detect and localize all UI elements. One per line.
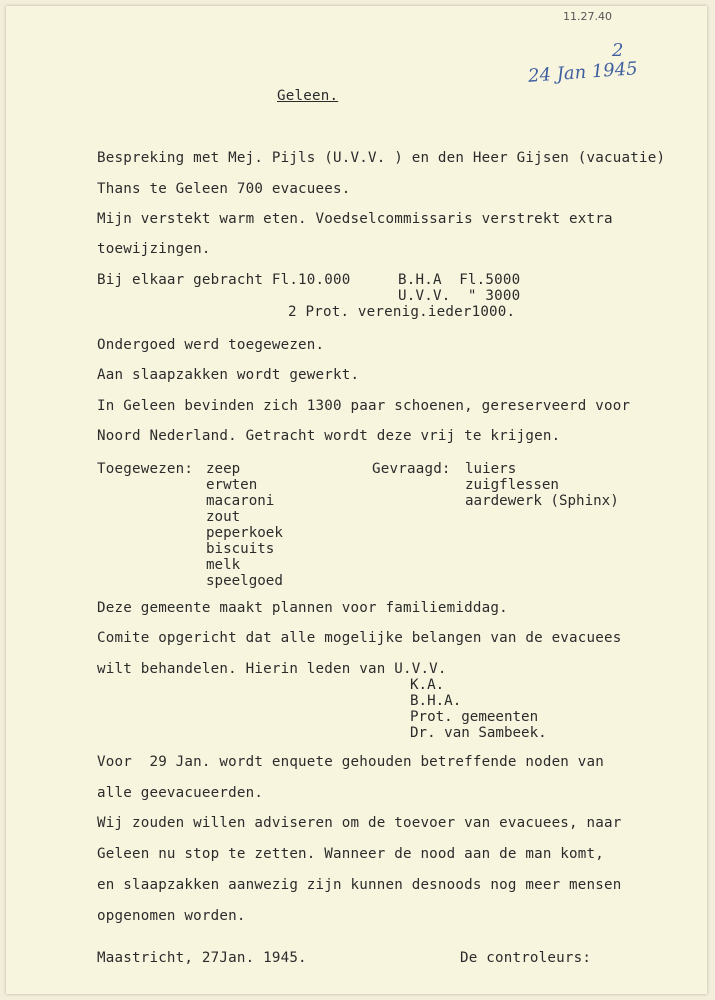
funds-bha: B.H.A Fl.5000 (398, 272, 521, 288)
gevraagd-list (465, 461, 619, 509)
text-line: Voor 29 Jan. wordt enquete gehouden betreffende noden van (97, 754, 605, 770)
page-number: 2 (612, 40, 624, 61)
document-title: Geleen. (277, 88, 339, 104)
text-line: Thans te Geleen 700 evacuees. (97, 181, 351, 197)
text-line: Aan slaapzakken wordt gewerkt. (97, 367, 360, 383)
list-item: zuigflessen (465, 477, 559, 493)
list-item: erwten (206, 477, 258, 493)
funds-total: Bij elkaar gebracht Fl.10.000 (97, 272, 351, 288)
handwritten-date: 24 Jan 1945 (527, 58, 639, 87)
list-item: biscuits (206, 541, 275, 557)
text-line: Bespreking met Mej. Pijls (U.V.V. ) en den Heer Gijsen (vacuatie) (97, 150, 666, 166)
list-item: Prot. gemeenten (410, 709, 539, 725)
signoff: De controleurs: (460, 950, 592, 966)
text-line: en slaapzakken aanwezig zijn kunnen desnoods nog meer mensen (97, 877, 622, 893)
text-line: Ondergoed werd toegewezen. (97, 337, 325, 353)
funds-prot: 2 Prot. verenig.ieder1000. (288, 304, 516, 320)
list-item: macaroni (206, 493, 275, 509)
list-item: melk (206, 557, 241, 573)
committee-members (410, 677, 547, 741)
list-item: B.H.A. (410, 693, 462, 709)
text-line: Geleen nu stop te zetten. Wanneer de nood aan de man komt, (97, 846, 605, 862)
place-date: Maastricht, 27Jan. 1945. (97, 950, 307, 966)
gevraagd-label: Gevraagd: (372, 461, 451, 477)
text-line: opgenomen worden. (97, 908, 246, 924)
text-line: alle geevacueerden. (97, 785, 264, 801)
archive-reference: 11.27.40 (563, 10, 612, 23)
text-line: Noord Nederland. Getracht wordt deze vrij te krijgen. (97, 428, 561, 444)
text-line: Wij zouden willen adviseren om de toevoer van evacuees, naar (97, 815, 622, 831)
toegewezen-label: Toegewezen: (97, 461, 194, 477)
text-line: wilt behandelen. Hierin leden van U.V.V. (97, 661, 447, 677)
list-item: speelgoed (206, 573, 283, 589)
toegewezen-list (206, 461, 283, 589)
text-line: In Geleen bevinden zich 1300 paar schoenen, gereserveerd voor (97, 398, 631, 414)
text-line: Deze gemeente maakt plannen voor familiemiddag. (97, 600, 508, 616)
text-line: Comite opgericht dat alle mogelijke belangen van de evacuees (97, 630, 622, 646)
funds-uvv: U.V.V. " 3000 (398, 288, 521, 304)
list-item: zeep (206, 461, 241, 477)
list-item: zout (206, 509, 241, 525)
list-item: aardewerk (Sphinx) (465, 493, 619, 509)
list-item: K.A. (410, 677, 445, 693)
list-item: Dr. van Sambeek. (410, 725, 547, 741)
list-item: peperkoek (206, 525, 283, 541)
text-line: Mijn verstekt warm eten. Voedselcommissaris verstrekt extra (97, 211, 613, 227)
text-line: toewijzingen. (97, 241, 211, 257)
list-item: luiers (465, 461, 517, 477)
